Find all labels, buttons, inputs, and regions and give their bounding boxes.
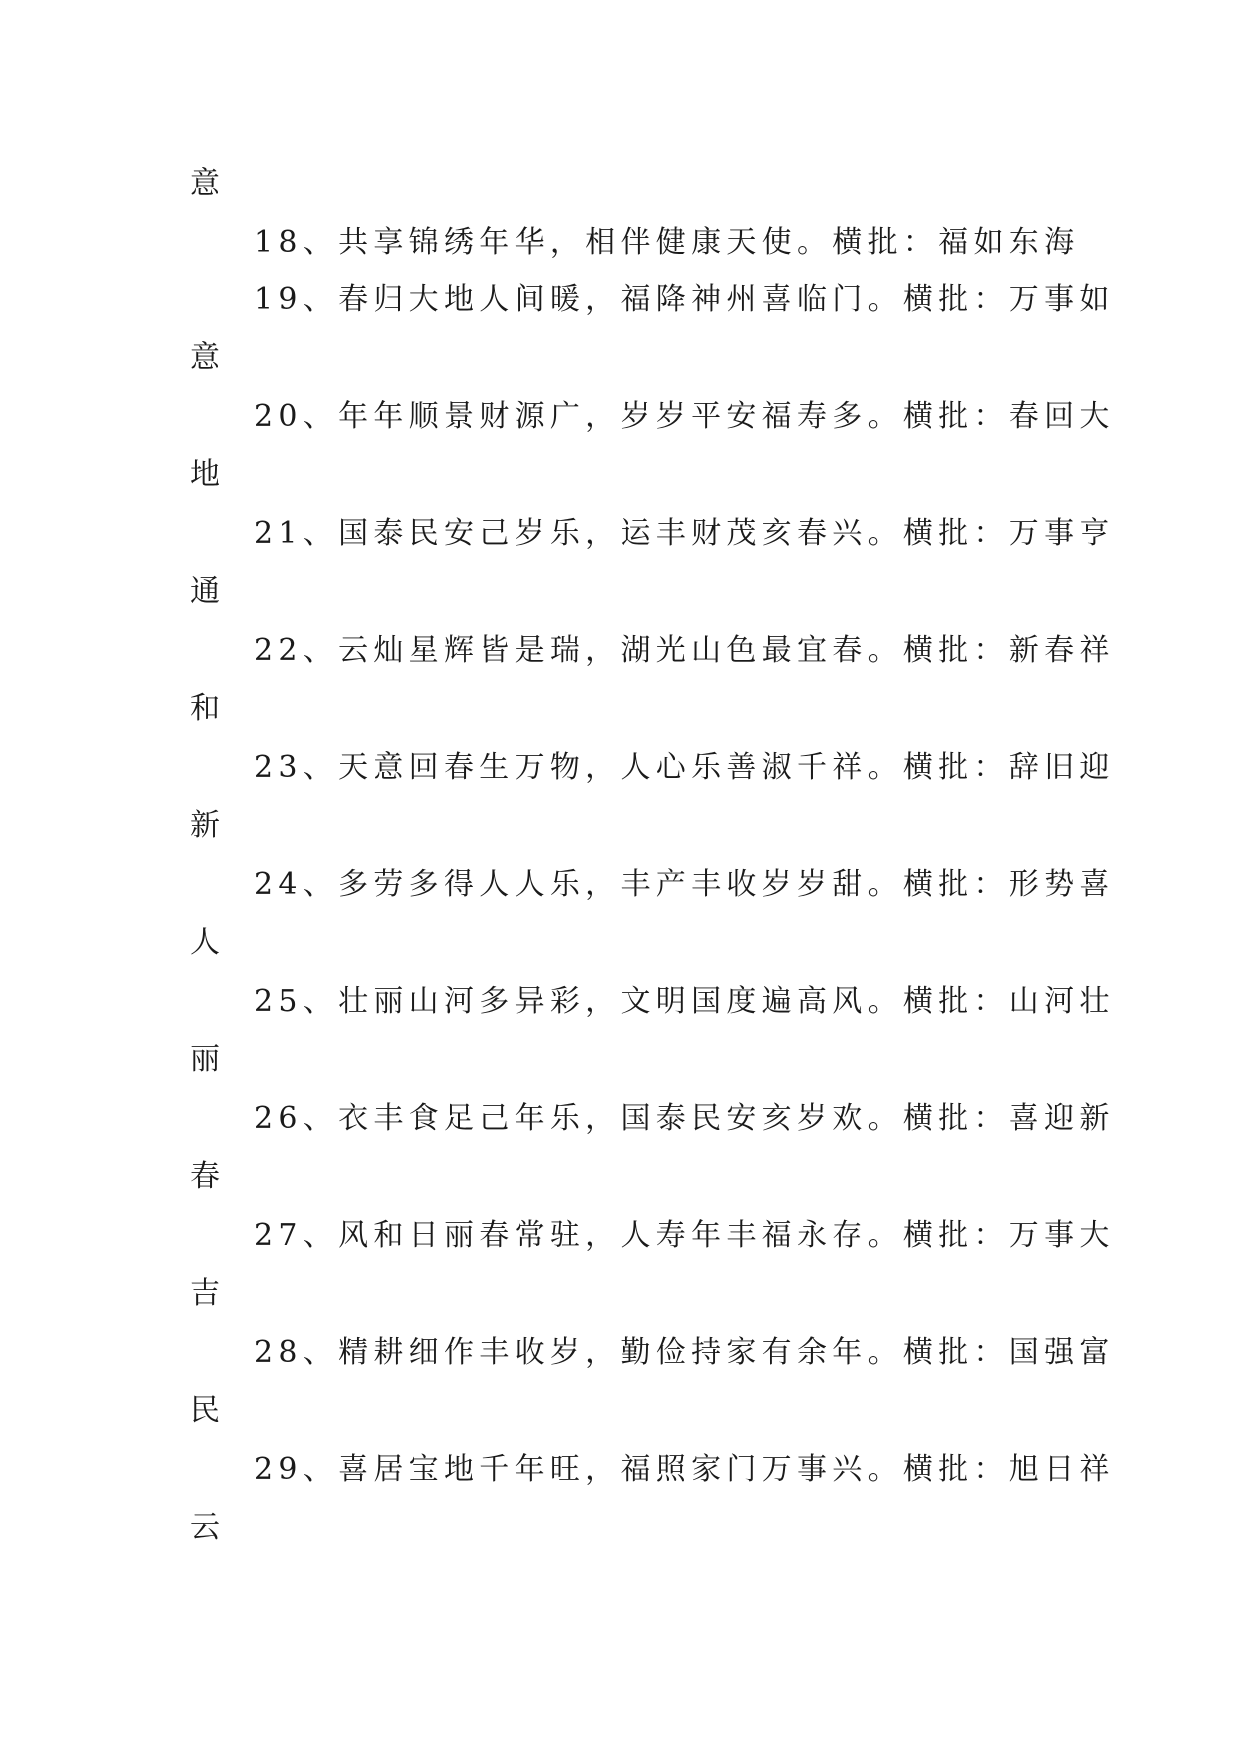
text-line-continuation: 通 <box>190 574 226 609</box>
text-line-continuation: 新 <box>190 808 226 843</box>
couplet-line-20: 20、年年顺景财源广，岁岁平安福寿多。横批：春回大 <box>254 399 1115 434</box>
couplet-line-22: 22、云灿星辉皆是瑞，湖光山色最宜春。横批：新春祥 <box>254 633 1115 668</box>
couplet-line-18: 18、共享锦绣年华，相伴健康天使。横批：福如东海 <box>254 225 1080 260</box>
text-line-continuation: 民 <box>190 1393 226 1428</box>
couplet-line-21: 21、国泰民安己岁乐，运丰财茂亥春兴。横批：万事亨 <box>254 516 1115 551</box>
text-line-continuation: 人 <box>190 925 226 960</box>
couplet-line-28: 28、精耕细作丰收岁，勤俭持家有余年。横批：国强富 <box>254 1335 1115 1370</box>
text-line-continuation: 意 <box>190 166 226 201</box>
couplet-line-27: 27、风和日丽春常驻，人寿年丰福永存。横批：万事大 <box>254 1218 1115 1253</box>
text-line-continuation: 云 <box>190 1510 226 1545</box>
couplet-line-26: 26、衣丰食足己年乐，国泰民安亥岁欢。横批：喜迎新 <box>254 1101 1115 1136</box>
text-line-continuation: 丽 <box>190 1042 226 1077</box>
couplet-line-19: 19、春归大地人间暖，福降神州喜临门。横批：万事如 <box>254 282 1115 317</box>
couplet-line-24: 24、多劳多得人人乐，丰产丰收岁岁甜。横批：形势喜 <box>254 867 1115 902</box>
text-line-continuation: 春 <box>190 1159 226 1194</box>
text-line-continuation: 和 <box>190 691 226 726</box>
text-line-continuation: 意 <box>190 340 226 375</box>
couplet-line-25: 25、壮丽山河多异彩，文明国度遍高风。横批：山河壮 <box>254 984 1115 1019</box>
text-line-continuation: 地 <box>190 457 226 492</box>
couplet-line-23: 23、天意回春生万物，人心乐善淑千祥。横批：辞旧迎 <box>254 750 1115 785</box>
text-line-continuation: 吉 <box>190 1276 226 1311</box>
couplet-line-29: 29、喜居宝地千年旺，福照家门万事兴。横批：旭日祥 <box>254 1452 1115 1487</box>
